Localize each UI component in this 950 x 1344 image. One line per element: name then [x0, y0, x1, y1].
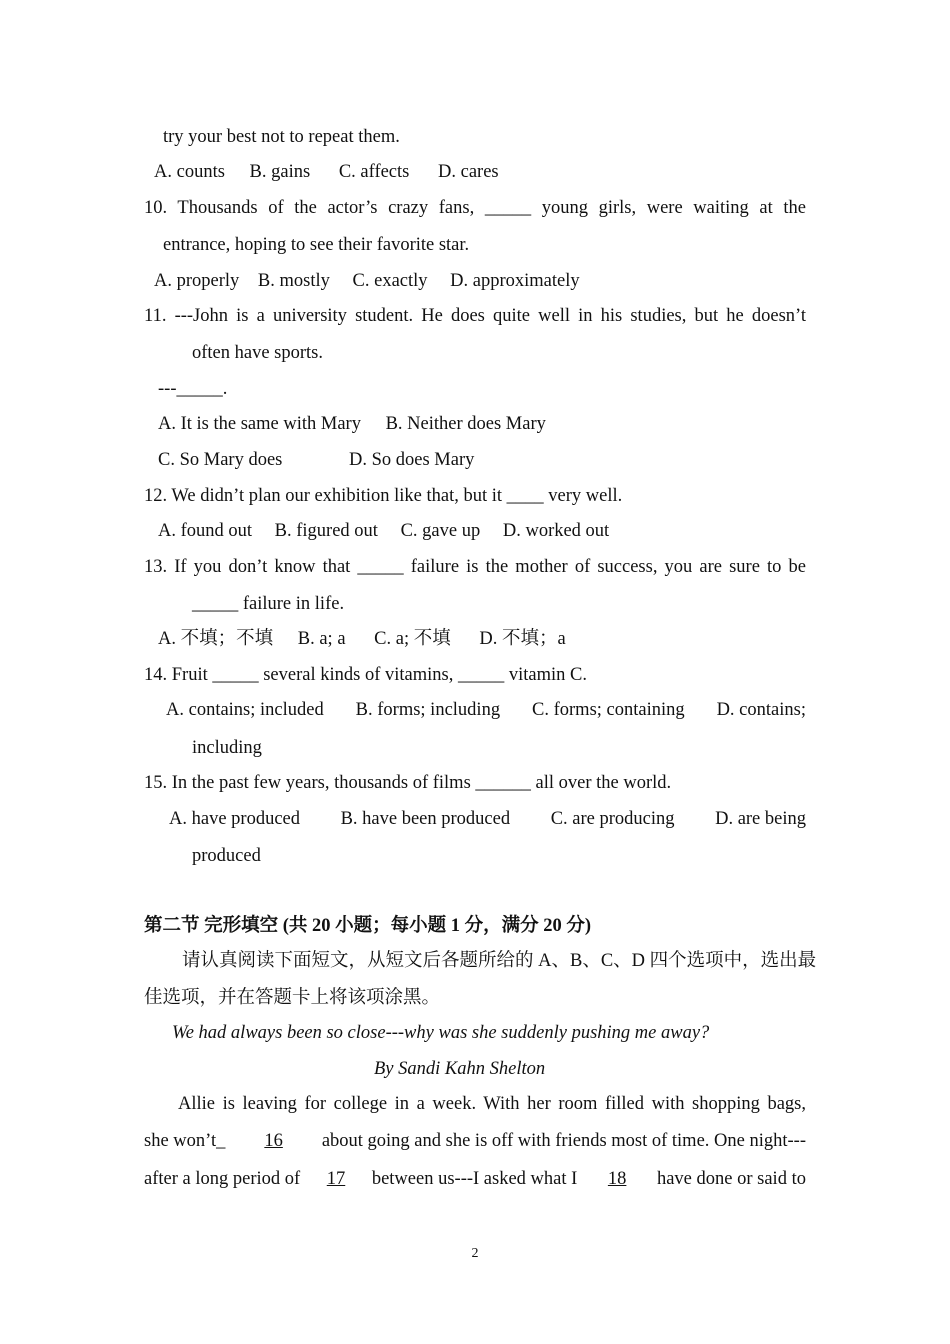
q12-stem: 12. We didn’t plan our exhibition like that, but it ____ very well.: [144, 486, 623, 506]
q11-options-row1: [158, 412, 546, 436]
q15-option-a: A. have produced: [169, 809, 300, 829]
q12-option-b: B. figured out: [274, 521, 378, 541]
q13-options: [158, 627, 566, 651]
q11-option-c: C. So Mary does: [158, 450, 283, 470]
passage-text: between us---I asked what I: [371, 1169, 578, 1189]
q9-option-c: C. affects: [338, 162, 410, 182]
q13-option-c: C. a; 不填: [374, 629, 451, 649]
q10-option-a: A. properly: [154, 271, 240, 291]
q10-options: [154, 269, 580, 293]
q9-continuation: try your best not to repeat them.: [163, 127, 400, 147]
q15-options: [169, 807, 806, 831]
q11-option-d: D. So does Mary: [349, 450, 475, 470]
q14-option-a: A. contains; included: [166, 700, 324, 720]
q11-option-a: A. It is the same with Mary: [158, 414, 361, 434]
passage-text: have done or said to: [656, 1169, 806, 1189]
q10-option-b: B. mostly: [257, 271, 330, 291]
q10-option-d: D. approximately: [450, 271, 580, 291]
q11-option-b: B. Neither does Mary: [385, 414, 546, 434]
q11-stem: 11. ---John is a university student. He does quite well in his studies, but he doesn’t: [144, 306, 806, 326]
blank-18: 18: [607, 1169, 627, 1189]
q13-stem: 13. If you don’t know that _____ failure is the mother of success, you are sure to be: [144, 557, 806, 577]
q14-stem: 14. Fruit _____ several kinds of vitamins, _____ vitamin C.: [144, 665, 587, 685]
q9-options: [154, 160, 499, 184]
q10-option-c: C. exactly: [352, 271, 428, 291]
blank-16: 16: [264, 1131, 283, 1151]
q14-option-c: C. forms; containing: [532, 700, 685, 720]
passage-line-1: Allie is leaving for college in a week. With her room filled with shopping bags,: [178, 1094, 806, 1114]
q14-option-d: D. contains;: [716, 700, 806, 720]
q12-option-d: D. worked out: [502, 521, 610, 541]
q11-options-row2: [158, 448, 474, 472]
q9-option-d: D. cares: [438, 162, 499, 182]
q15-option-b: B. have been produced: [340, 809, 511, 829]
passage-text: she won’t_: [144, 1131, 226, 1151]
q14-options: [166, 698, 806, 722]
q14-option-b: B. forms; including: [355, 700, 501, 720]
q11-stem-cont: often have sports.: [192, 343, 324, 363]
q13-option-a: A. 不填；不填: [158, 629, 274, 649]
q13-stem-cont: _____ failure in life.: [192, 594, 345, 614]
q15-option-c: C. are producing: [550, 809, 675, 829]
passage-text: after a long period of: [144, 1169, 301, 1189]
q13-option-b: B. a; a: [297, 629, 346, 649]
q10-stem: 10. Thousands of the actor’s crazy fans, _____ young girls, were waiting at the: [144, 198, 806, 218]
q14-option-d-cont: including: [192, 738, 262, 758]
q9-option-a: A. counts: [154, 162, 225, 182]
q12-option-c: C. gave up: [400, 521, 481, 541]
passage-author: By Sandi Kahn Shelton: [374, 1059, 546, 1079]
passage-title: We had always been so close---why was she suddenly pushing me away?: [172, 1023, 710, 1043]
q13-option-d: D. 不填；a: [479, 629, 566, 649]
passage-line-2: [144, 1129, 806, 1153]
page-number: 2: [471, 1246, 479, 1261]
section-instructions: 请认真阅读下面短文，从短文后各题所给的 A、B、C、D 四个选项中，选出最: [182, 951, 817, 971]
q15-stem: 15. In the past few years, thousands of films ______ all over the world.: [144, 773, 672, 793]
q12-option-a: A. found out: [158, 521, 253, 541]
q15-option-d: D. are being: [715, 809, 806, 829]
q11-response: ---_____.: [158, 379, 228, 399]
q15-option-d-cont: produced: [192, 846, 261, 866]
passage-text: about going and she is off with friends most of time. One night---: [321, 1131, 806, 1151]
blank-17: 17: [326, 1169, 346, 1189]
q12-options: [158, 519, 609, 543]
q9-option-b: B. gains: [249, 162, 311, 182]
section-instructions-cont: 佳选项，并在答题卡上将该项涂黑。: [144, 988, 441, 1008]
passage-line-3: [144, 1167, 806, 1191]
section-heading: 第二节 完形填空 (共 20 小题；每小题 1 分，满分 20 分): [144, 916, 592, 936]
q10-stem-cont: entrance, hoping to see their favorite star.: [163, 235, 470, 255]
